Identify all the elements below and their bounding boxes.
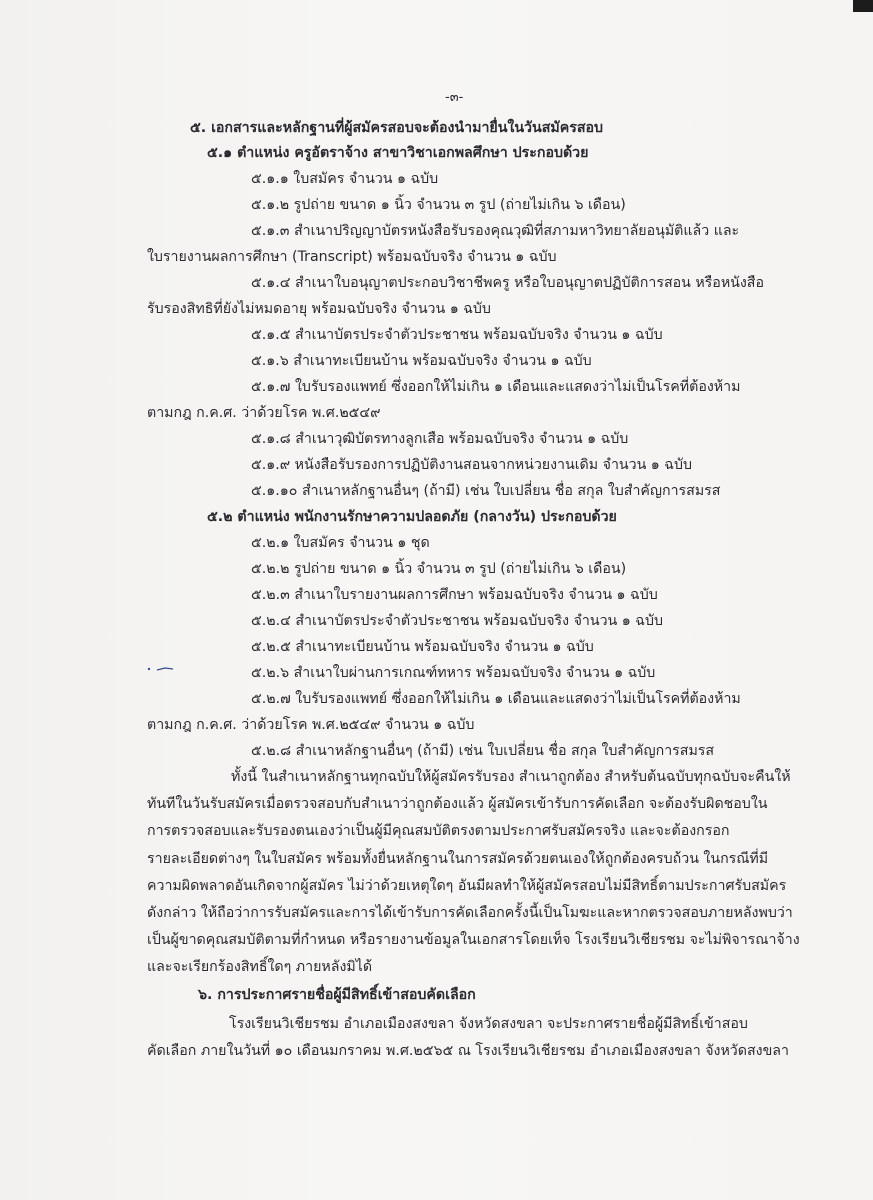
list-item: ๕.๒.๖ สำเนาใบผ่านการเกณฑ์ทหาร พร้อมฉบับจริง จำนวน ๑ ฉบับ xyxy=(251,665,656,681)
list-item: รับรองสิทธิที่ยังไม่หมดอายุ พร้อมฉบับจริง จำนวน ๑ ฉบับ xyxy=(147,301,491,317)
list-item: ๕.๑.๕ สำเนาบัตรประจำตัวประชาชน พร้อมฉบับจริง จำนวน ๑ ฉบับ xyxy=(251,327,663,343)
section-6-heading: ๖. การประกาศรายชื่อผู้มีสิทธิ์เข้าสอบคัดเลือก xyxy=(198,987,476,1003)
list-item: ใบรายงานผลการศึกษา (Transcript) พร้อมฉบับจริง จำนวน ๑ ฉบับ xyxy=(147,249,557,265)
list-item: ตามกฎ ก.ค.ศ. ว่าด้วยโรค พ.ศ.๒๕๔๙ xyxy=(147,405,381,421)
list-item: ตามกฎ ก.ค.ศ. ว่าด้วยโรค พ.ศ.๒๕๔๙ จำนวน ๑ ฉบับ xyxy=(147,717,475,733)
list-item: ๕.๑.๙ หนังสือรับรองการปฏิบัติงานสอนจากหน่วยงานเดิม จำนวน ๑ ฉบับ xyxy=(251,457,692,473)
list-item: ๕.๑.๗ ใบรับรองแพทย์ ซึ่งออกให้ไม่เกิน ๑ เดือนและแสดงว่าไม่เป็นโรคที่ต้องห้าม xyxy=(251,379,741,395)
list-item: ๕.๑.๑๐ สำเนาหลักฐานอื่นๆ (ถ้ามี) เช่น ใบเปลี่ยน ชื่อ สกุล ใบสำคัญการสมรส xyxy=(251,483,721,499)
list-item: ๕.๑.๓ สำเนาปริญญาบัตรหนังสือรับรองคุณวุฒิที่สภามหาวิทยาลัยอนุมัติแล้ว และ xyxy=(251,223,740,239)
note-line: ทั้งนี้ ในสำเนาหลักฐานทุกฉบับให้ผู้สมัครรับรอง สำเนาถูกต้อง สำหรับต้นฉบับทุกฉบับจะคืนให้ xyxy=(231,769,791,785)
list-item: ๕.๒.๒ รูปถ่าย ขนาด ๑ นิ้ว จำนวน ๓ รูป (ถ่ายไม่เกิน ๖ เดือน) xyxy=(251,561,627,577)
scan-edge xyxy=(853,0,873,12)
list-item: ๕.๑.๘ สำเนาวุฒิบัตรทางลูกเสือ พร้อมฉบับจริง จำนวน ๑ ฉบับ xyxy=(251,431,629,447)
note-line: ดังกล่าว ให้ถือว่าการรับสมัครและการได้เข้ารับการคัดเลือกครั้งนี้เป็นโมฆะและหากตรวจสอบภายหลังพบว่า xyxy=(147,904,793,921)
list-item: ๕.๑.๒ รูปถ่าย ขนาด ๑ นิ้ว จำนวน ๓ รูป (ถ่ายไม่เกิน ๖ เดือน) xyxy=(251,197,626,213)
note-line: และจะเรียกร้องสิทธิ์ใดๆ ภายหลังมิได้ xyxy=(147,959,373,976)
list-item: ๕.๒.๔ สำเนาบัตรประจำตัวประชาชน พร้อมฉบับจริง จำนวน ๑ ฉบับ xyxy=(251,613,663,629)
section-5-1-heading: ๕.๑ ตำแหน่ง ครูอัตราจ้าง สาขาวิชาเอกพลศึกษา ประกอบด้วย xyxy=(207,145,589,161)
list-item: ๕.๒.๕ สำเนาทะเบียนบ้าน พร้อมฉบับจริง จำนวน ๑ ฉบับ xyxy=(251,639,594,655)
section-6-line: โรงเรียนวิเชียรชม อำเภอเมืองสงขลา จังหวัดสงขลา จะประกาศรายชื่อผู้มีสิทธิ์เข้าสอบ xyxy=(229,1016,748,1032)
page-number: -๓- xyxy=(445,90,464,105)
section-5-heading: ๕. เอกสารและหลักฐานที่ผู้สมัครสอบจะต้องนำมายื่นในวันสมัครสอบ xyxy=(190,120,604,136)
note-paragraph xyxy=(147,764,800,982)
list-item: ๕.๒.๓ สำเนาใบรายงานผลการศึกษา พร้อมฉบับจริง จำนวน ๑ ฉบับ xyxy=(251,587,658,603)
list-item: ๕.๑.๑ ใบสมัคร จำนวน ๑ ฉบับ xyxy=(251,171,439,187)
list-item: ๕.๒.๗ ใบรับรองแพทย์ ซึ่งออกให้ไม่เกิน ๑ เดือนและแสดงว่าไม่เป็นโรคที่ต้องห้าม xyxy=(251,691,741,707)
list-item: ๕.๑.๔ สำเนาใบอนุญาตประกอบวิชาชีพครู หรือใบอนุญาตปฏิบัติการสอน หรือหนังสือ xyxy=(251,275,764,291)
note-line: ความผิดพลาดอันเกิดจากผู้สมัคร ไม่ว่าด้วยเหตุใดๆ อันมีผลทำให้ผู้สมัครสอบไม่มีสิทธิ์ตามประกาศรับสมัคร xyxy=(147,877,787,894)
note-line: รายละเอียดต่างๆ ในใบสมัคร พร้อมทั้งยื่นหลักฐานในการสมัครด้วยตนเองให้ถูกต้องครบถ้วน ในกรณีที่มี xyxy=(147,850,769,867)
note-line: ทันทีในวันรับสมัครเมื่อตรวจสอบกับสำเนาว่าถูกต้องแล้ว ผู้สมัครเข้ารับการคัดเลือก จะต้องรับผิดชอบใน xyxy=(147,796,768,813)
section-6-line: คัดเลือก ภายในวันที่ ๑๐ เดือนมกราคม พ.ศ.๒๕๖๕ ณ โรงเรียนวิเชียรชม อำเภอเมืองสงขลา จังหวัดสงขลา xyxy=(147,1043,789,1059)
note-line: การตรวจสอบและรับรองตนเองว่าเป็นผู้มีคุณสมบัติตรงตามประกาศรับสมัครจริง และจะต้องกรอก xyxy=(147,823,730,840)
list-item: ๕.๒.๑ ใบสมัคร จำนวน ๑ ชุด xyxy=(251,535,430,551)
note-line: เป็นผู้ขาดคุณสมบัติตามที่กำหนด หรือรายงานข้อมูลในเอกสารโดยเท็จ โรงเรียนวิเชียรชม จะไม่พิจารณาจ้าง xyxy=(147,932,800,949)
list-item: ๕.๒.๘ สำเนาหลักฐานอื่นๆ (ถ้ามี) เช่น ใบเปลี่ยน ชื่อ สกุล ใบสำคัญการสมรส xyxy=(251,743,715,759)
section-5-2-heading: ๕.๒ ตำแหน่ง พนักงานรักษาความปลอดภัย (กลางวัน) ประกอบด้วย xyxy=(207,509,617,525)
pen-mark xyxy=(147,666,177,672)
list-item: ๕.๑.๖ สำเนาทะเบียนบ้าน พร้อมฉบับจริง จำนวน ๑ ฉบับ xyxy=(251,353,592,369)
